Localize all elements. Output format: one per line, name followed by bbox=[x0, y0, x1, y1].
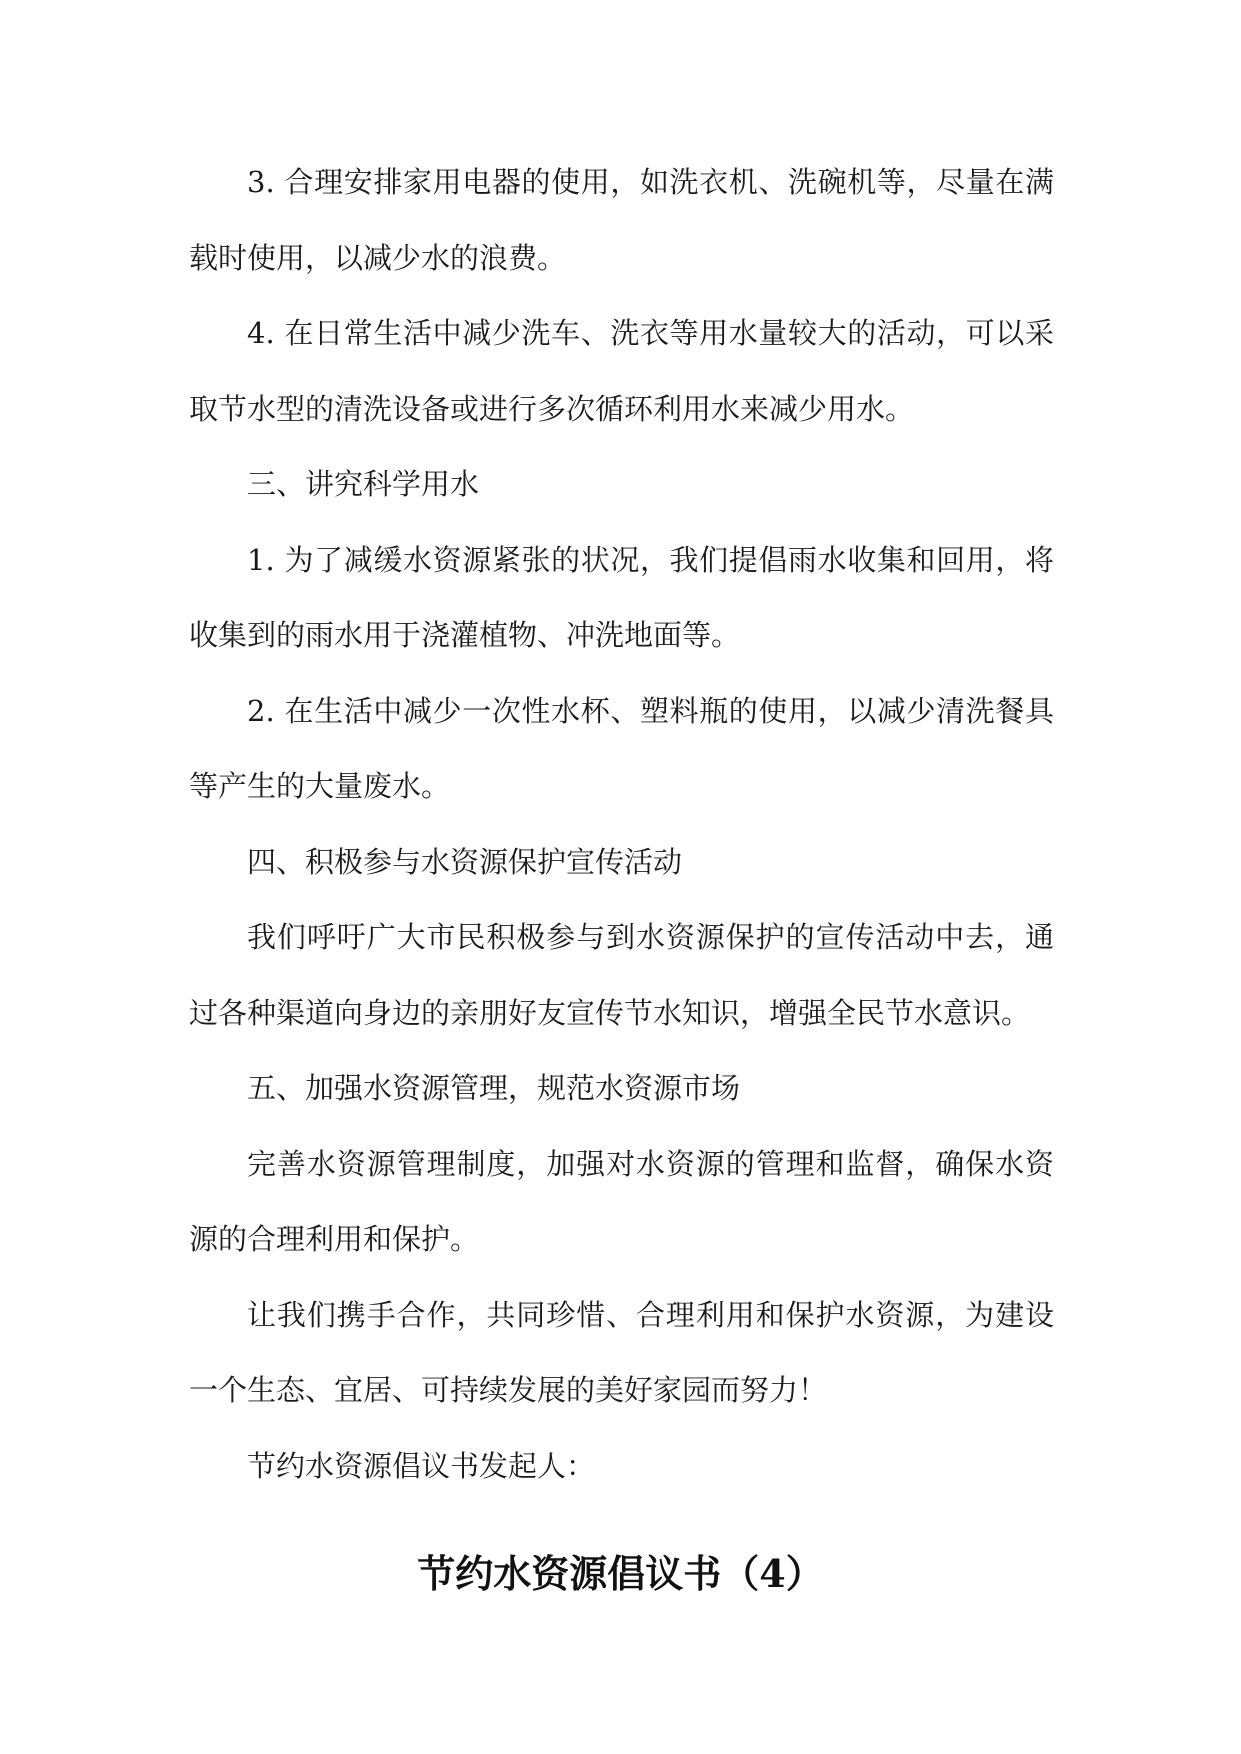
next-document-title: 节约水资源倡议书（4） bbox=[417, 1551, 824, 1596]
paragraph-item-2-disposables: 2. 在生活中减少一次性水杯、塑料瓶的使用，以减少清洗餐具等产生的大量废水。 bbox=[189, 693, 1054, 803]
paragraph-publicity-call: 我们呼吁广大市民积极参与到水资源保护的宣传活动中去，通过各种渠道向身边的亲朋好友宣传节水知识，增强全民节水意识。 bbox=[189, 920, 1054, 1030]
paragraph-closing-appeal: 让我们携手合作，共同珍惜、合理利用和保护水资源，为建设一个生态、宜居、可持续发展的美好家园而努力！ bbox=[189, 1297, 1054, 1407]
paragraph-item-1-rainwater: 1. 为了减缓水资源紧张的状况，我们提倡雨水收集和回用，将收集到的雨水用于浇灌植物、冲洗地面等。 bbox=[189, 542, 1054, 652]
section-heading-publicity: 四、积极参与水资源保护宣传活动 bbox=[247, 844, 683, 879]
paragraph-management: 完善水资源管理制度，加强对水资源的管理和监督，确保水资源的合理利用和保护。 bbox=[189, 1146, 1054, 1256]
document-body bbox=[189, 145, 1054, 1504]
paragraph-initiator: 节约水资源倡议书发起人： bbox=[247, 1448, 596, 1483]
paragraph-item-4-reduce-washing: 4. 在日常生活中减少洗车、洗衣等用水量较大的活动，可以采取节水型的清洗设备或进行多次循环利用水来减少用水。 bbox=[189, 316, 1054, 426]
section-heading-scientific-water-use: 三、讲究科学用水 bbox=[247, 467, 480, 501]
paragraph-item-3-appliances: 3. 合理安排家用电器的使用，如洗衣机、洗碗机等，尽量在满载时使用，以减少水的浪费。 bbox=[189, 165, 1054, 275]
section-heading-management: 五、加强水资源管理，规范水资源市场 bbox=[247, 1071, 741, 1105]
